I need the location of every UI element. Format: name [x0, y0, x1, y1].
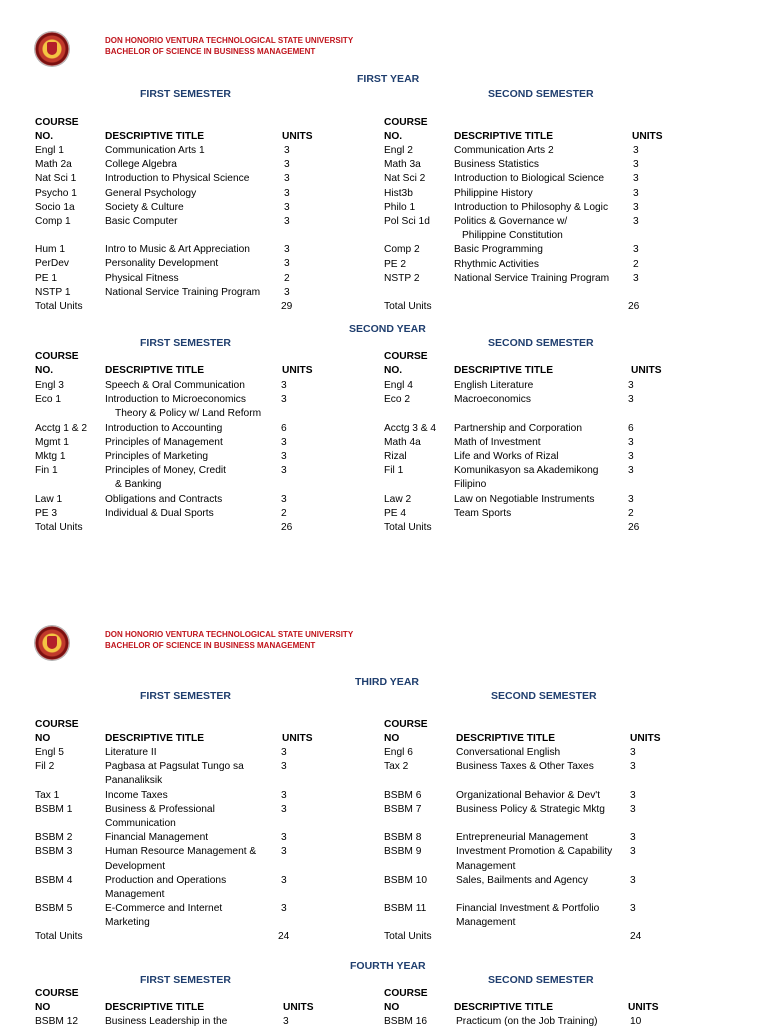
column-header-units: UNITS: [630, 733, 661, 744]
course-units: 2: [633, 258, 639, 270]
course-code: PE 1: [35, 272, 58, 284]
course-title: Obligations and Contracts: [105, 493, 223, 505]
total-units-value: 26: [628, 522, 640, 533]
course-title-continued: Filipino: [454, 479, 487, 491]
total-units-label: Total Units: [35, 522, 83, 533]
course-code: Nat Sci 2: [384, 173, 426, 185]
course-units: 3: [628, 436, 634, 448]
course-code: Acctg 1 & 2: [35, 422, 88, 434]
course-title: Principles of Management: [105, 436, 223, 448]
course-units: 3: [281, 380, 287, 391]
course-title: Introduction to Accounting: [105, 422, 223, 434]
course-units: 3: [281, 394, 287, 406]
column-header-no: NO.: [384, 365, 403, 376]
course-title: Politics & Governance w/: [454, 216, 568, 227]
course-title-continued: Theory & Policy w/ Land Reform: [115, 408, 262, 420]
course-units: 3: [281, 874, 287, 886]
year-heading: THIRD YEAR: [355, 676, 419, 688]
course-units: 3: [628, 465, 634, 477]
course-code: BSBM 4: [35, 874, 73, 886]
column-header-no: NO: [35, 733, 51, 744]
course-title-continued: Marketing: [105, 917, 150, 929]
course-units: 3: [281, 789, 287, 801]
course-units: 3: [281, 436, 287, 448]
course-code: Hist3b: [384, 187, 413, 199]
column-header-course: COURSE: [384, 988, 428, 999]
course-code: BSBM 6: [384, 789, 422, 801]
course-title-continued: Management: [105, 889, 165, 900]
course-code: Hum 1: [35, 244, 66, 256]
course-code: BSBM 8: [384, 832, 422, 844]
course-units: 3: [284, 145, 290, 156]
course-units: 3: [284, 216, 290, 227]
semester-heading: FIRST SEMESTER: [140, 88, 232, 100]
course-code: Math 3a: [384, 159, 421, 171]
column-header-units: UNITS: [283, 1002, 314, 1013]
course-units: 3: [630, 874, 636, 886]
course-code: Fin 1: [35, 465, 58, 477]
course-code: PE 3: [35, 507, 58, 519]
course-units: 2: [628, 507, 634, 519]
semester-heading: SECOND SEMESTER: [488, 974, 594, 986]
course-title: Pagbasa at Pagsulat Tungo sa: [105, 761, 244, 773]
course-title: Introduction to Physical Science: [105, 173, 250, 185]
course-units: 3: [284, 201, 290, 213]
program-name: BACHELOR OF SCIENCE IN BUSINESS MANAGEMENT: [105, 641, 316, 650]
course-title: Math of Investment: [454, 436, 541, 448]
total-units-label: Total Units: [384, 301, 432, 312]
total-units-value: 26: [281, 522, 293, 533]
course-units: 3: [630, 903, 636, 915]
course-units: 3: [628, 394, 634, 406]
column-header-course: COURSE: [35, 351, 79, 362]
course-title: Intro to Music & Art Appreciation: [105, 244, 250, 256]
course-title: Sales, Bailments and Agency: [456, 874, 588, 886]
total-units-label: Total Units: [384, 931, 432, 942]
column-header-title: DESCRIPTIVE TITLE: [454, 131, 554, 142]
course-title: Individual & Dual Sports: [105, 507, 214, 519]
course-title: National Service Training Program: [105, 286, 261, 298]
column-header-course: COURSE: [35, 988, 79, 999]
course-code: BSBM 16: [384, 1016, 428, 1027]
course-code: NSTP 2: [384, 272, 420, 284]
column-header-no: NO.: [384, 131, 403, 142]
course-units: 3: [281, 832, 287, 844]
course-title: Income Taxes: [105, 789, 168, 801]
course-title: Basic Programming: [454, 244, 543, 256]
column-header-title: DESCRIPTIVE TITLE: [454, 365, 554, 376]
course-title: Physical Fitness: [105, 272, 179, 284]
course-units: 3: [630, 846, 636, 858]
course-code: Engl 5: [35, 747, 64, 758]
course-code: Engl 3: [35, 380, 64, 391]
course-title: English Literature: [454, 380, 534, 391]
course-code: Comp 2: [384, 244, 420, 256]
course-code: Engl 4: [384, 380, 413, 391]
course-units: 3: [284, 187, 290, 199]
course-code: PerDev: [35, 258, 69, 270]
course-title: Business Taxes & Other Taxes: [456, 761, 594, 773]
total-units-value: 26: [628, 301, 640, 312]
semester-heading: SECOND SEMESTER: [488, 337, 594, 349]
course-code: Eco 1: [35, 394, 62, 406]
course-code: Mktg 1: [35, 451, 66, 462]
course-title: Life and Works of Rizal: [454, 451, 559, 462]
course-title: Business Statistics: [454, 159, 539, 171]
course-title: Introduction to Microeconomics: [105, 394, 246, 406]
course-units: 3: [633, 173, 639, 185]
column-header-title: DESCRIPTIVE TITLE: [105, 733, 205, 744]
university-seal-icon: [35, 32, 69, 66]
column-header-no: NO: [35, 1002, 51, 1013]
course-code: Engl 2: [384, 145, 413, 156]
course-code: Fil 2: [35, 761, 55, 773]
column-header-course: COURSE: [384, 117, 428, 128]
total-units-value: 24: [278, 931, 290, 942]
course-units: 3: [284, 244, 290, 256]
course-title: Personality Development: [105, 258, 219, 270]
course-title: Macroeconomics: [454, 394, 531, 406]
course-title: Basic Computer: [105, 216, 178, 227]
course-code: BSBM 9: [384, 846, 422, 858]
course-units: 3: [630, 832, 636, 844]
course-code: Socio 1a: [35, 201, 75, 213]
course-units: 3: [633, 216, 639, 227]
course-title-continued: Management: [456, 917, 516, 929]
course-title: Communication Arts 1: [105, 145, 205, 156]
column-header-units: UNITS: [282, 131, 313, 142]
column-header-course: COURSE: [384, 719, 428, 730]
course-title: Entrepreneurial Management: [456, 832, 588, 844]
course-code: Tax 1: [35, 789, 60, 801]
column-header-units: UNITS: [282, 365, 313, 376]
course-title: Practicum (on the Job Training): [456, 1016, 598, 1027]
course-title: National Service Training Program: [454, 272, 610, 284]
course-units: 3: [281, 903, 287, 915]
column-header-course: COURSE: [35, 117, 79, 128]
course-title: E-Commerce and Internet: [105, 903, 223, 915]
course-title: Financial Management: [105, 832, 209, 844]
course-title: Introduction to Philosophy & Logic: [454, 201, 609, 213]
semester-heading: SECOND SEMESTER: [488, 88, 594, 100]
column-header-units: UNITS: [628, 1002, 659, 1013]
program-name: BACHELOR OF SCIENCE IN BUSINESS MANAGEMENT: [105, 47, 316, 56]
course-title: Law on Negotiable Instruments: [454, 493, 595, 505]
course-units: 3: [284, 258, 290, 270]
course-units: 2: [281, 507, 287, 519]
course-units: 3: [630, 747, 636, 758]
course-title: Conversational English: [456, 747, 561, 758]
course-title-continued: & Banking: [115, 479, 162, 491]
course-title: Principles of Marketing: [105, 451, 209, 462]
course-code: Engl 6: [384, 747, 413, 758]
semester-heading: FIRST SEMESTER: [140, 690, 232, 702]
semester-heading: SECOND SEMESTER: [491, 690, 597, 702]
course-units: 3: [630, 803, 636, 815]
course-units: 3: [628, 451, 634, 462]
course-code: Engl 1: [35, 145, 64, 156]
total-units-value: 24: [630, 931, 642, 942]
course-title: Human Resource Management &: [105, 846, 257, 858]
column-header-no: NO: [384, 733, 400, 744]
course-title: Partnership and Corporation: [454, 422, 582, 434]
course-code: Tax 2: [384, 761, 409, 773]
course-code: Law 2: [384, 493, 412, 505]
course-units: 3: [633, 145, 639, 156]
course-title: Communication Arts 2: [454, 145, 554, 156]
course-title: Business & Professional: [105, 803, 215, 815]
course-title: Production and Operations: [105, 874, 227, 886]
course-code: Comp 1: [35, 216, 71, 227]
column-header-title: DESCRIPTIVE TITLE: [105, 365, 205, 376]
course-title: Komunikasyon sa Akademikong: [454, 465, 599, 477]
year-heading: FIRST YEAR: [357, 73, 420, 85]
course-title-continued: Management: [456, 860, 516, 872]
total-units-label: Total Units: [35, 301, 83, 312]
course-units: 3: [633, 187, 639, 199]
course-units: 3: [281, 803, 287, 815]
university-seal-icon: [35, 626, 69, 660]
course-code: BSBM 10: [384, 874, 428, 886]
course-code: Nat Sci 1: [35, 173, 77, 185]
course-units: 3: [284, 159, 290, 171]
course-units: 3: [281, 747, 287, 758]
column-header-no: NO.: [35, 131, 54, 142]
column-header-units: UNITS: [282, 733, 313, 744]
course-code: BSBM 3: [35, 846, 73, 858]
course-code: BSBM 12: [35, 1016, 79, 1027]
course-code: BSBM 5: [35, 903, 73, 915]
course-units: 3: [284, 286, 290, 298]
course-title: Principles of Money, Credit: [105, 465, 226, 477]
course-units: 3: [281, 846, 287, 858]
course-units: 3: [633, 272, 639, 284]
column-header-course: COURSE: [384, 351, 428, 362]
course-title: Financial Investment & Portfolio: [456, 903, 600, 915]
course-title: Investment Promotion & Capability: [456, 846, 613, 858]
total-units-label: Total Units: [35, 931, 83, 942]
course-title: Business Leadership in the: [105, 1016, 228, 1027]
course-title-continued: Philippine Constitution: [462, 230, 563, 242]
course-code: Math 4a: [384, 436, 421, 448]
course-title: Speech & Oral Communication: [105, 380, 245, 391]
total-units-label: Total Units: [384, 522, 432, 533]
course-units: 3: [628, 493, 634, 505]
column-header-units: UNITS: [632, 131, 663, 142]
course-units: 3: [281, 761, 287, 773]
course-title: Society & Culture: [105, 201, 184, 213]
total-units-value: 29: [281, 301, 293, 312]
course-code: PE 4: [384, 507, 407, 519]
column-header-course: COURSE: [35, 719, 79, 730]
column-header-title: DESCRIPTIVE TITLE: [105, 1002, 205, 1013]
column-header-title: DESCRIPTIVE TITLE: [456, 733, 556, 744]
course-title-continued: Development: [105, 860, 166, 872]
course-title: College Algebra: [105, 159, 177, 171]
course-units: 3: [633, 244, 639, 256]
course-units: 3: [630, 789, 636, 801]
course-units: 3: [628, 380, 634, 391]
course-units: 3: [284, 173, 290, 185]
course-code: BSBM 2: [35, 832, 73, 844]
course-code: Acctg 3 & 4: [384, 422, 437, 434]
course-title: Team Sports: [454, 507, 512, 519]
course-units: 3: [633, 159, 639, 171]
course-code: Philo 1: [384, 201, 416, 213]
year-heading: FOURTH YEAR: [350, 960, 426, 972]
course-code: NSTP 1: [35, 286, 71, 298]
course-title: Introduction to Biological Science: [454, 173, 605, 185]
year-heading: SECOND YEAR: [349, 323, 426, 335]
column-header-no: NO: [384, 1002, 400, 1013]
course-units: 6: [628, 422, 634, 434]
course-units: 3: [283, 1016, 289, 1027]
course-code: BSBM 11: [384, 903, 427, 915]
course-title-continued: Communication: [105, 818, 176, 829]
course-units: 3: [281, 493, 287, 505]
column-header-title: DESCRIPTIVE TITLE: [105, 131, 205, 142]
course-code: Eco 2: [384, 394, 411, 406]
course-units: 2: [284, 272, 290, 284]
course-code: Fil 1: [384, 465, 404, 477]
course-code: BSBM 1: [35, 803, 73, 815]
course-title: Rhythmic Activities: [454, 258, 539, 270]
semester-heading: FIRST SEMESTER: [140, 337, 232, 349]
course-units: 3: [281, 465, 287, 477]
course-title: Philippine History: [454, 187, 533, 199]
course-code: BSBM 7: [384, 803, 422, 815]
university-name: DON HONORIO VENTURA TECHNOLOGICAL STATE UNIVERSITY: [105, 630, 354, 639]
course-code: Pol Sci 1d: [384, 216, 430, 227]
column-header-no: NO.: [35, 365, 54, 376]
course-code: Math 2a: [35, 159, 72, 171]
course-title-continued: Pananaliksik: [105, 775, 163, 787]
column-header-units: UNITS: [631, 365, 662, 376]
course-units: 6: [281, 422, 287, 434]
course-code: Mgmt 1: [35, 436, 69, 448]
course-title: Organizational Behavior & Dev't: [456, 789, 601, 801]
course-units: 3: [633, 201, 639, 213]
course-units: 3: [281, 451, 287, 462]
course-title: Literature II: [105, 747, 157, 758]
semester-heading: FIRST SEMESTER: [140, 974, 232, 986]
course-code: Rizal: [384, 451, 407, 462]
university-name: DON HONORIO VENTURA TECHNOLOGICAL STATE UNIVERSITY: [105, 36, 354, 45]
course-code: PE 2: [384, 258, 407, 270]
course-title: General Psychology: [105, 187, 197, 199]
course-title: Business Policy & Strategic Mktg: [456, 803, 605, 815]
course-units: 10: [630, 1016, 642, 1027]
course-code: Psycho 1: [35, 187, 77, 199]
course-code: Law 1: [35, 493, 63, 505]
column-header-title: DESCRIPTIVE TITLE: [454, 1002, 554, 1013]
course-units: 3: [630, 761, 636, 773]
